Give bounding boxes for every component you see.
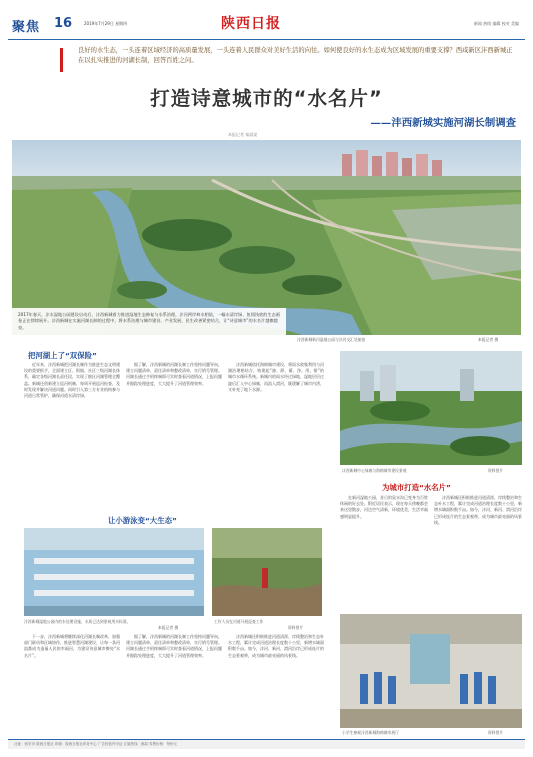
column-3-text: 沣西新城依托海绵城市建设，将雨水收集利用与河湖治理相结合，构建起“渗、滞、蓄、净、用、排”的城市水循环系统。新城内的雨水经过绿地、湿地层层过滤后汇入中心绿廊，再流入渭河，既缓解了城市内涝，又补充了地下水源。 (228, 362, 324, 392)
column-1-text: 近年来，沣西新城把河湖长制作为推进生态文明建设的重要抓手，全面建立区、街镇、社区三级河湖长体系，确定各级河湖长责任段，实现了辖区河湖管理全覆盖。新城还创新建立巡河机制，每周开展巡河检查，及时发现并解决河道问题。同时引入第三方专业机构参与河道日常管护，确保河道水清岸绿。 (24, 362, 120, 399)
subhead-small-to-big: 让小游泳变“大生态” (108, 516, 177, 525)
newspaper-page (8, 10, 525, 749)
subhead-water-card: 为城市打造“水名片” (382, 483, 451, 492)
exhibition-hall-photo (340, 614, 522, 728)
column-8-text: 沣西新城还积极推进河道清淤、岸线整治和生态补水工程，累计完成河道治理长度数十公里，新增水域面积数千亩。如今，沣河、新河、渭河沿岸已形成连片的生态景观带，成为城市最亮丽的风景线。 (228, 634, 324, 658)
left-photo-1-credit: 本报记者 摄 (158, 625, 179, 630)
section-name: 聚焦 (12, 20, 41, 35)
newspaper-logo: 陕西日报 (221, 16, 281, 32)
main-photo-credit: 本报记者 摄 (478, 337, 499, 342)
column-2-text: 据了解，沣西新城的河湖长制工作坚持问题导向，建立问题清单、责任清单和整改清单，实行销号管理。河湖长通过手机终端即可实时查看河道情况，上报问题并跟踪处理进度，大大提升了河道管理效率。 (126, 362, 222, 386)
right-photo-1-credit: 资料图片 (488, 468, 504, 473)
subheadline: ——沣西新城实施河湖长制调查 (370, 117, 516, 129)
lead-box (24, 46, 516, 76)
water-treatment-photo (24, 528, 204, 616)
aerial-wetland-photo (12, 140, 521, 335)
body-column-8 (228, 634, 324, 734)
column-6-text: 下一步，沣西新城将继续深化河湖长制改革，加强部门联动和区域协作，推进智慧河湖建设，让每一条河流都成为造福人民的幸福河，为建设诗意城市擦亮“水名片”。 (24, 634, 120, 658)
page-footer (8, 739, 525, 749)
byline: 本报记者 秦淑宴 (228, 132, 258, 137)
left-photo-2-caption: 工作人员在河道开展巡查工作 (214, 619, 264, 624)
main-photo-caption: 沣西新城新河湿地公园与沣河交汇处航拍 (297, 337, 366, 342)
right-photo-2-credit: 资料图片 (488, 730, 504, 735)
green-corridor-photo (340, 351, 522, 465)
page-number: 16 (54, 16, 73, 31)
column-5-text: 沣西新城还积极推进河道清淤、岸线整治和生态补水工程，累计完成河道治理长度数十公里，新增水域面积数千亩。如今，沣河、新河、渭河沿岸已形成连片的生态景观带，成为城市最亮丽的风景线。 (434, 495, 522, 525)
footer-text: 社址：西安市 陕西日报社 印刷：陕西日报社印务中心 广告经营许可证 订阅热线：邮局 零售价格：每份元 (14, 742, 178, 746)
subhead-double-insurance: 把河湖上了“双保险” (28, 351, 97, 360)
lead-text: 良好的水生态，一头连着区域经济的高质量发展，一头连着人民群众对美好生活的向往。如何使良好的水生态成为区域发展的重要支撑？西咸新区沣西新城正在以扎实推进的河湖长制，回答百姓之问。 (78, 47, 513, 64)
headline: 打造诗意城市的“水名片” (150, 87, 383, 110)
right-photo-2-caption: 小学生参观沣西新城海绵城市展厅 (342, 730, 399, 735)
photo-overlay-text (12, 308, 286, 346)
body-column-5 (434, 495, 522, 609)
masthead-meta: 新闻 热线 编辑 校对 美编 (473, 21, 519, 26)
column-4-text: 在新河湿地公园，昔日的臭水沟已变身为百姓休闲的好去处。附近居民表示，现在每天傍晚都会来这里散步，河边空气清新，环境优美，生活幸福感明显提升。 (340, 495, 428, 519)
lead-accent-bar (60, 48, 63, 72)
body-column-4 (340, 495, 428, 609)
issue-date: 2019年7月29日 星期四 (84, 21, 128, 26)
left-photo-2-credit: 资料图片 (288, 625, 304, 630)
body-column-7 (126, 634, 222, 734)
river-patrol-photo (212, 528, 322, 616)
overlay-paragraph: 2017年春天，沣水湿地公园建设启动后，沣西新城着力推进湿地生态修复与水系治理，沣河两岸林水相依，一幅水清岸绿、鱼翔浅底的生态画卷正在徐徐展开。沣西新城在实施河湖长制的过程中，将水系治理与城市建设、产业发展、民生改善紧密结合，让“诗意城市”的水名片越擦越亮。 (18, 312, 280, 330)
body-column-3 (228, 362, 324, 512)
masthead (8, 10, 525, 40)
body-column-6 (24, 634, 120, 734)
column-7-text: 据了解，沣西新城的河湖长制工作坚持问题导向，建立问题清单、责任清单和整改清单，实行销号管理。河湖长通过手机终端即可实时查看河道情况，上报问题并跟踪处理进度，大大提升了河道管理效率。 (126, 634, 222, 658)
body-column-1 (24, 362, 120, 512)
left-photo-1-caption: 沣西新城湿地公园内的水处理设施，水质已达到景观用水标准。 (24, 619, 131, 624)
right-photo-1-caption: 沣西新城中心绿廊与海绵城市建设景观 (342, 468, 407, 473)
body-column-2 (126, 362, 222, 512)
